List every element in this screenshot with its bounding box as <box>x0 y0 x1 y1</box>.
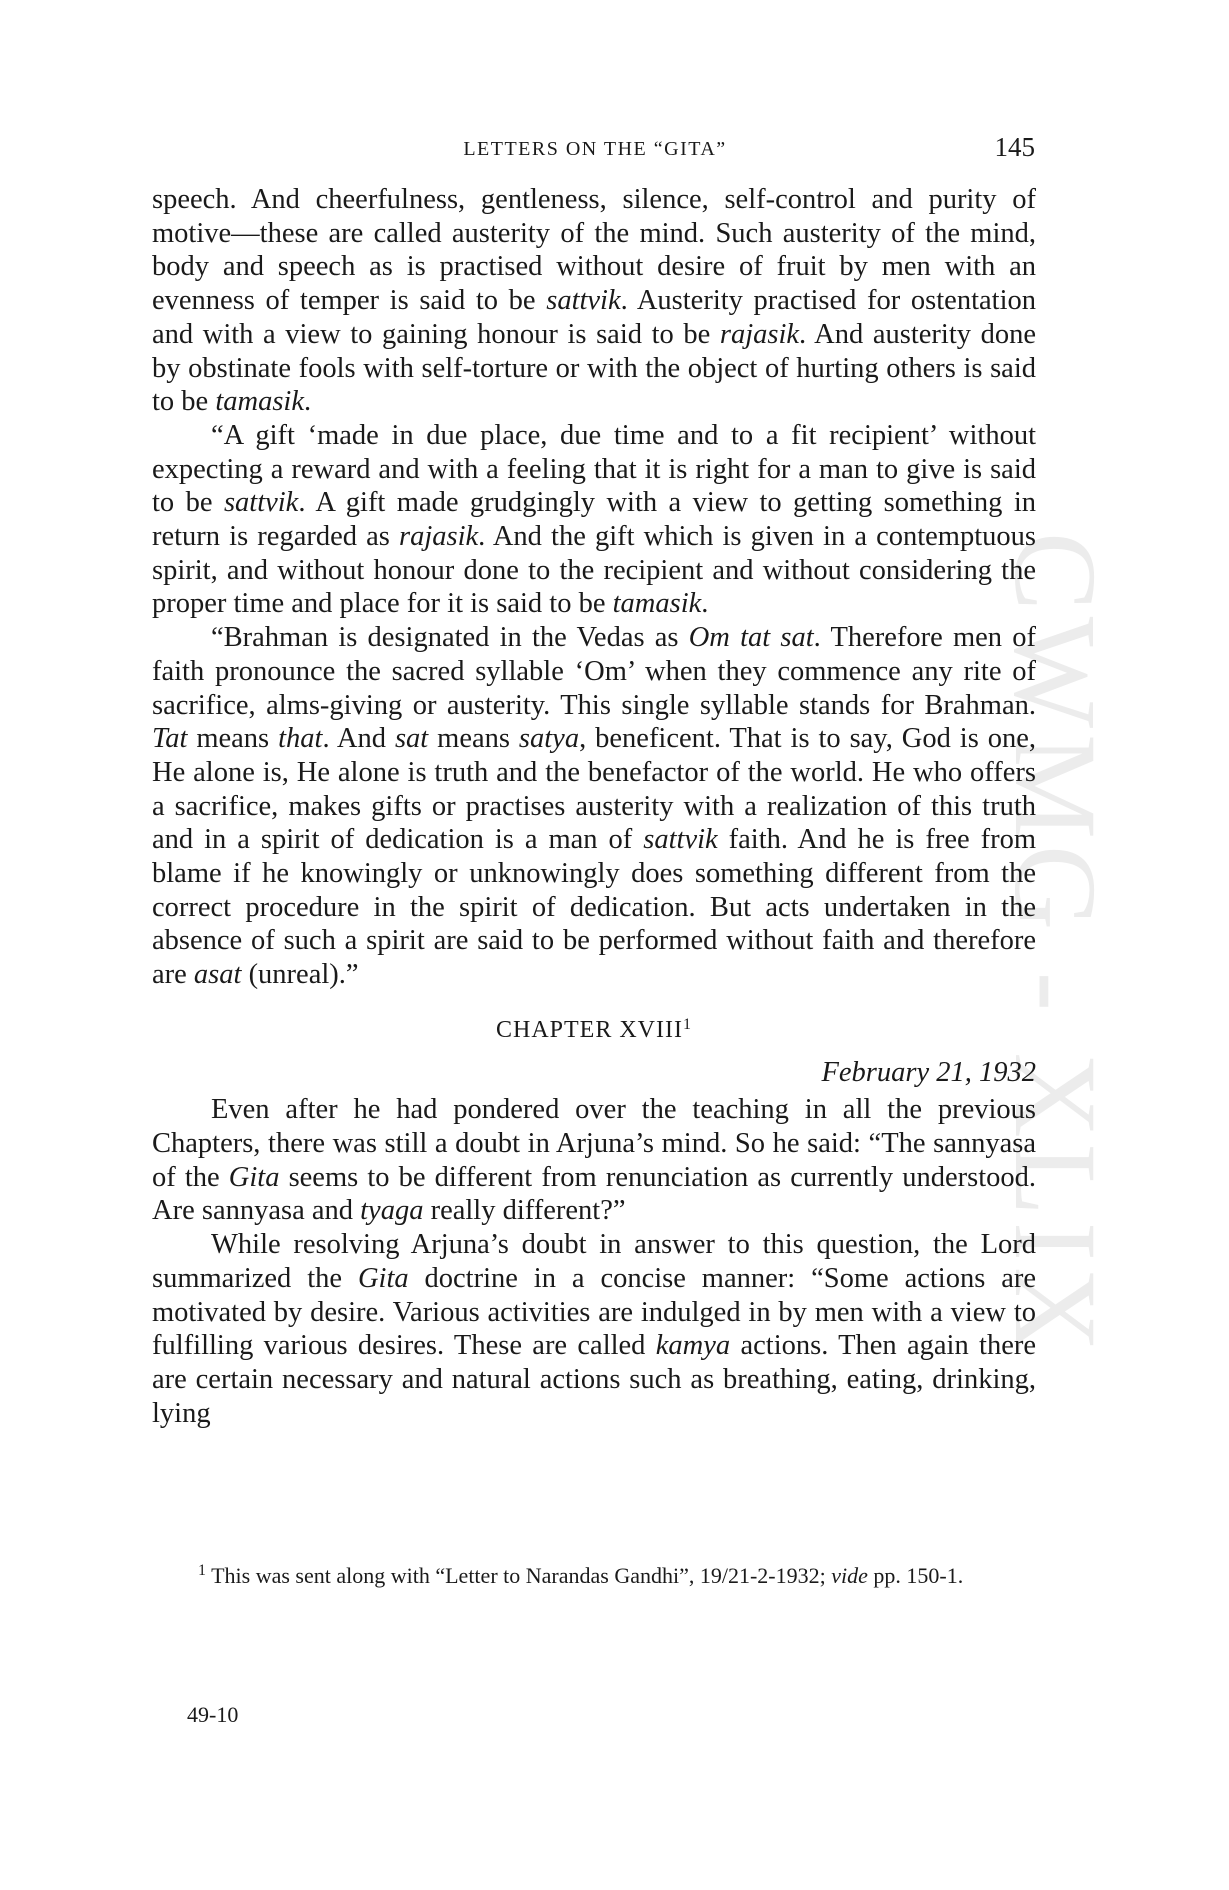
text-run: . Therefore men of faith pronounce the sacred syllable ‘Om’ when they commence any rite of sacrifice, alms-giving or austerity. This single syllable stands for Brahman. <box>152 622 1037 721</box>
italic-term: Om tat sat <box>688 622 814 654</box>
text-run: . <box>701 588 709 620</box>
italic-term: tamasik <box>612 588 702 620</box>
watermark: CWMG - XLIX <box>990 531 1121 1359</box>
text-run: actions. Then again there are certain necessary and natural actions such as breathing, eating, drinking, lying <box>152 1330 1036 1429</box>
text-run: Even after he had pondered over the teaching in all the previous Chapters, there was still a doubt in Arjuna’s mind. So he said: “The sannyasa of the <box>152 1094 1036 1193</box>
text-run: “Brahman is designated in the Vedas as <box>211 622 689 654</box>
italic-term: kamya <box>655 1330 731 1362</box>
text-run: , beneficent. That is to say, God is one, He alone is, He alone is truth and the benefactor of the world. He who offers a sacrifice, makes gifts or practises austerity with a realization of this truth and in a spirit of dedication is a man of <box>152 723 1037 856</box>
text-run: (unreal).” <box>241 959 359 991</box>
text-run: . A gift made grudgingly with a view to getting something in return is regarded as <box>152 487 1036 553</box>
text-run: means <box>187 723 279 755</box>
italic-term: tyaga <box>360 1195 424 1227</box>
text-run: seems to be different from renunciation as currently understood. Are sannyasa and <box>152 1161 1036 1227</box>
italic-term: tamasik <box>215 386 304 418</box>
page-number: 145 <box>994 132 1035 162</box>
text-run: While resolving Arjuna’s doubt in answer to this question, the Lord summarized the <box>152 1229 1036 1294</box>
footnote-reference: 1 <box>683 1015 692 1033</box>
text-run: really different?” <box>423 1195 626 1227</box>
text-run: . And the gift which is given in a contemptuous spirit, and without honour done to the recipient and without considering the proper time and place for it is said to be <box>152 521 1036 620</box>
page-header <box>155 132 1035 168</box>
text-run: “A gift ‘made in due place, due time and to a fit recipient’ without expecting a reward and with a feeling that it is right for a man to give is said to be <box>152 419 1036 519</box>
italic-term: rajasik <box>719 318 800 350</box>
italic-term: that <box>278 723 323 755</box>
italic-term: sat <box>394 723 429 755</box>
chapter-heading <box>152 1014 1036 1048</box>
paragraph <box>152 419 1036 621</box>
paragraph <box>152 183 1036 419</box>
footnote <box>152 1560 1036 1592</box>
text-run: doctrine in a concise manner: “Some actions are motivated by desire. Various activities are indulged in by men with a view to fulfilling various desires. These are called <box>152 1262 1036 1362</box>
text-run: speech. And cheerfulness, gentleness, silence, self-control and purity of motive—these are called austerity of the mind. Such austerity of the mind, body and speech as is practised without desire of fruit by men with an evenness of temper is said to be <box>152 184 1036 317</box>
printer-signature: 49-10 <box>187 1702 239 1727</box>
text-run: This was sent along with “Letter to Narandas Gandhi”, 19/21-2-1932; <box>206 1563 832 1588</box>
text-run: . And <box>322 723 395 755</box>
text-run: . And austerity done by obstinate fools with self-torture or with the object of hurting others is said to be <box>152 318 1037 418</box>
text-run: faith. And he is free from blame if he knowingly or unknowingly does something different from the correct procedure in the spirit of dedication. But acts undertaken in the absence of such a spirit are said to be performed without faith and therefore are <box>152 824 1036 991</box>
italic-term: Gita <box>228 1161 280 1193</box>
italic-term: rajasik <box>398 521 479 553</box>
running-head: LETTERS ON THE “GITA” <box>463 138 727 160</box>
italic-term: sattvik <box>223 487 299 519</box>
footnote-body <box>206 1563 963 1588</box>
italic-term: sattvik <box>546 285 621 317</box>
text-run: . <box>304 386 312 418</box>
text-run: pp. 150-1. <box>867 1563 964 1588</box>
main-text <box>152 183 1036 1430</box>
chapter-title: CHAPTER XVIII <box>496 1016 683 1043</box>
italic-term: satya <box>518 723 580 755</box>
text-run: means <box>428 723 519 755</box>
italic-term: vide <box>831 1563 868 1588</box>
text-run: . Austerity practised for ostentation and with a view to gaining honour is said to be <box>152 285 1036 350</box>
paragraph <box>152 1228 1036 1430</box>
footnote-mark: 1 <box>198 1562 206 1579</box>
paragraph <box>152 1093 1036 1228</box>
footnote-text <box>152 1560 1036 1592</box>
italic-term: Tat <box>152 723 188 755</box>
paragraph <box>152 621 1036 992</box>
italic-term: Gita <box>357 1262 409 1294</box>
italic-term: asat <box>193 959 242 991</box>
italic-term: sattvik <box>643 824 718 856</box>
letter-date: February 21, 1932 <box>821 1056 1036 1088</box>
